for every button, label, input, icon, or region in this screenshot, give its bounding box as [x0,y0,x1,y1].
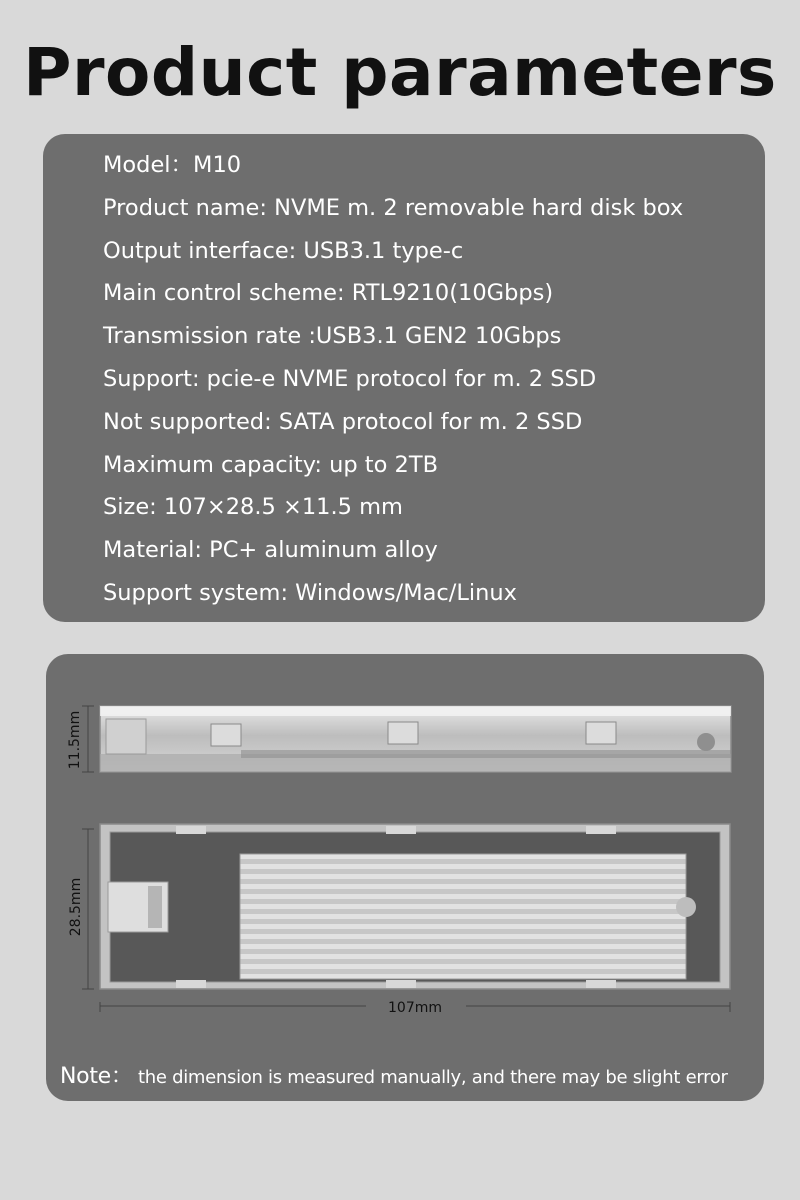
height-dimension [67,706,94,772]
spec-material: Material: PC+ aluminum alloy [103,537,438,564]
spec-not-supported: Not supported: SATA protocol for m. 2 SSD [103,408,583,435]
spec-size: Size: 107×28.5 ×11.5 mm [103,494,403,521]
spec-support-system: Support system: Windows/Mac/Linux [103,579,517,606]
width-label: 28.5mm [68,877,84,937]
spec-transmission-rate: Transmission rate :USB3.1 GEN2 10Gbps [103,323,562,350]
height-label: 11.5mm [67,710,83,770]
spec-support: Support: pcie-e NVME protocol for m. 2 SSD [103,365,597,392]
spec-max-capacity: Maximum capacity: up to 2TB [103,451,439,478]
side-view [100,706,731,772]
length-dimension [100,1000,730,1016]
length-label: 107mm [388,1000,442,1016]
spec-product-name: Product name: NVME m. 2 removable hard disk box [103,194,684,221]
note-label: Note： [60,1064,133,1089]
dimension-diagram [46,654,764,1101]
measurement-note [60,1059,728,1090]
spec-model: Model：M10 [103,152,242,178]
width-dimension [68,829,94,989]
page-title: Product parameters [23,34,777,111]
spec-main-control: Main control scheme: RTL9210(10Gbps) [103,280,554,307]
spec-output-interface: Output interface: USB3.1 type-c [103,237,464,264]
dimension-diagram-panel [46,654,764,1101]
spec-list [103,146,683,617]
spec-panel [43,134,765,622]
note-text: the dimension is measured manually, and there may be slight error [138,1067,728,1088]
top-view [100,824,730,989]
